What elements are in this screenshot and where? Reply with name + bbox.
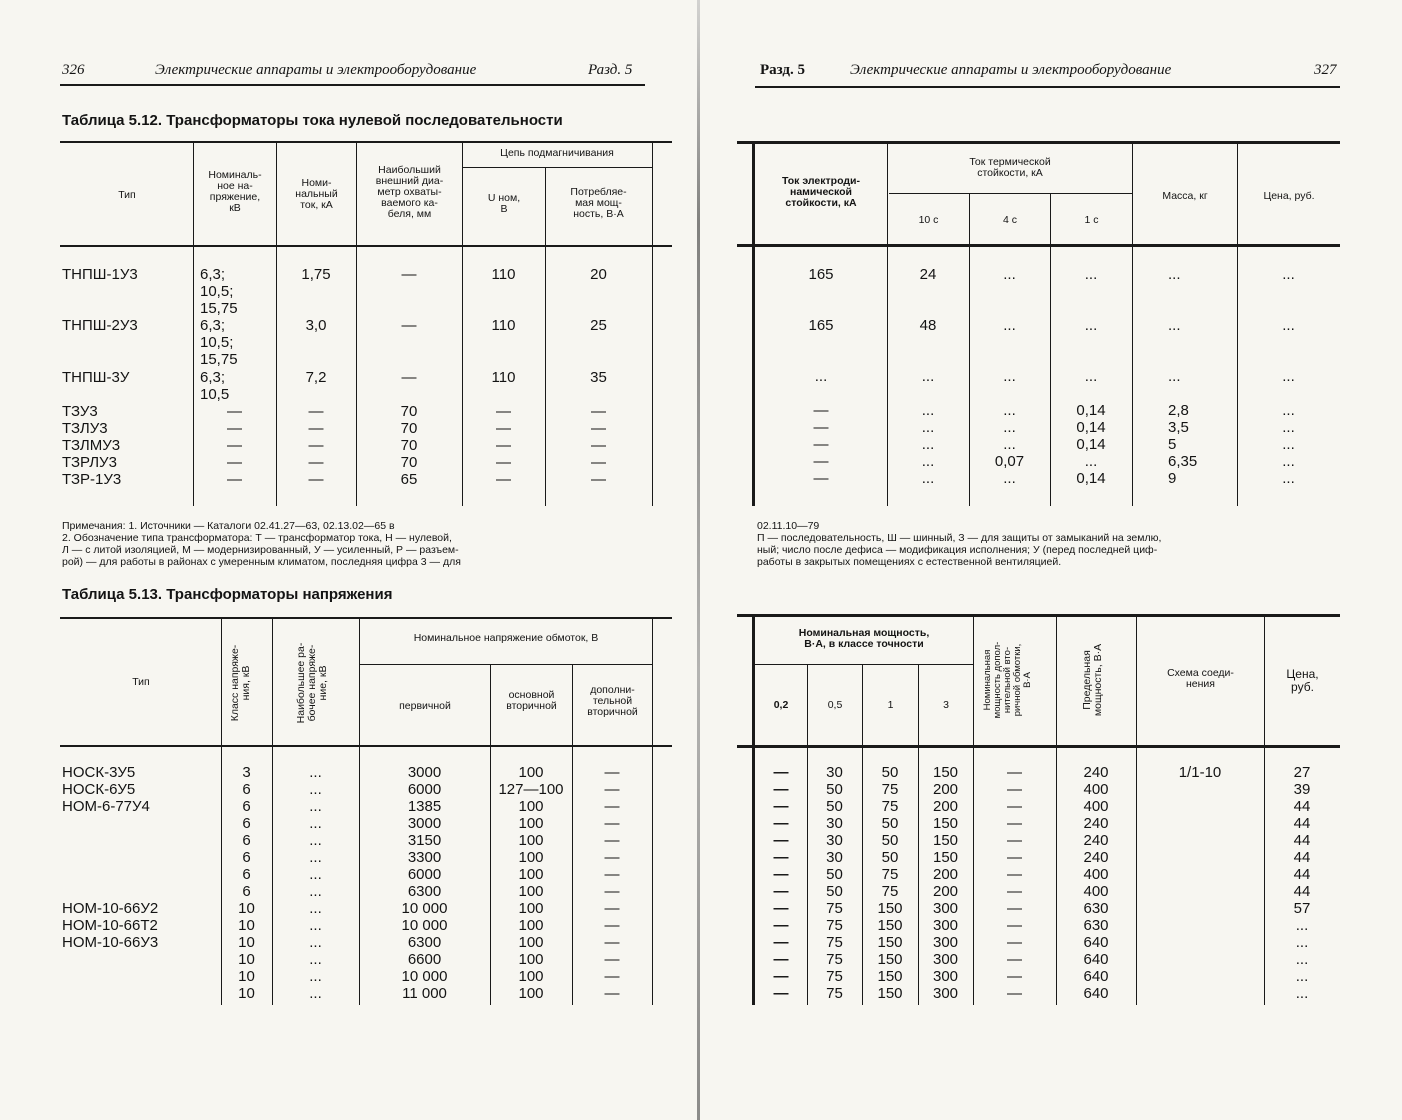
row-voltage: 6,3; 10,5; 15,75 <box>200 266 238 317</box>
header-price: Цена, руб. <box>1286 667 1319 694</box>
table-513-caption: Таблица 5.13. Трансформаторы напряжения <box>62 586 393 603</box>
column-divider <box>652 617 653 1005</box>
row-power: — <box>591 437 606 454</box>
row-type: ТЗЛУ3 <box>62 420 108 437</box>
header-class-3: 3 <box>943 699 949 711</box>
row-power: — <box>591 454 606 471</box>
header-primary: первичной <box>399 700 451 712</box>
column-4s: ... ... ... ... ... ... 0,07 ... <box>994 266 1025 487</box>
row-unom: 110 <box>491 317 516 334</box>
row-diameter: 70 <box>400 454 418 471</box>
column-primary: 3000 6000 1385 3000 3150 3300 6000 6300 10 000 10 000 6300 6600 10 000 11 000 <box>401 764 448 1002</box>
table-rule <box>360 664 652 665</box>
header-max-voltage: Наибольшее ра- бочее напряже- ние, кВ <box>295 642 329 724</box>
row-current: — <box>308 420 324 437</box>
book-gutter <box>697 0 700 1120</box>
header-current: Номи- нальный ток, кА <box>295 177 338 211</box>
table-rule <box>60 745 672 747</box>
column-voltage-class: 3 6 6 6 6 6 6 6 10 10 10 10 10 10 <box>238 764 255 1002</box>
row-current: 7,2 <box>305 369 327 386</box>
header-max-power: Предельная мощность, В·А <box>1081 643 1104 717</box>
row-type: ТЗУ3 <box>62 403 98 420</box>
row-power: 35 <box>590 369 607 386</box>
header-scheme: Схема соеди- нения <box>1167 667 1234 690</box>
page-number-right: 327 <box>1314 62 1337 78</box>
row-current: — <box>308 471 324 488</box>
column-10s: 24 48 ... ... ... ... ... ... <box>919 266 937 487</box>
column-class-02: — — — — — — — — — — — — — — <box>773 764 789 1002</box>
row-diameter: 70 <box>400 403 418 420</box>
column-extra-secondary: — — — — — — — — — — — — — — <box>604 764 620 1002</box>
table-512-caption: Таблица 5.12. Трансформаторы тока нулевой последовательности <box>62 112 563 129</box>
header-rule-left <box>60 84 645 86</box>
header-4s: 4 с <box>1002 214 1017 226</box>
row-current: — <box>308 403 324 420</box>
row-diameter: — <box>401 266 417 283</box>
section-left: Разд. 5 <box>588 62 633 78</box>
row-unom: 110 <box>491 369 516 386</box>
row-power: 20 <box>590 266 607 283</box>
table-rule <box>889 193 1132 194</box>
row-current: — <box>308 454 324 471</box>
column-main-secondary: 100 127—100 100 100 100 100 100 100 100 100 100 100 100 100 <box>498 764 564 1002</box>
row-unom: — <box>496 471 511 488</box>
row-unom: — <box>496 420 511 437</box>
running-title-right: Электрические аппараты и электрооборудование <box>850 62 1172 78</box>
header-power-class: Номинальная мощность, В·А, в классе точности <box>798 627 930 650</box>
column-extra-power: — — — — — — — — — — — — — — <box>1007 764 1022 1002</box>
column-dyn-current: 165 165 ... — — — — — <box>808 266 834 487</box>
row-type: ТНПШ-1У3 <box>62 266 138 283</box>
row-power: — <box>591 403 606 420</box>
header-therm-current: Ток термической стойкости, кА <box>969 156 1051 179</box>
header-extra-power: Номинальная мощность допол- нительной вто- ричной обмотки, В·А <box>982 641 1033 719</box>
row-power: 25 <box>590 317 607 334</box>
header-mass: Масса, кг <box>1162 190 1208 202</box>
running-title-left: Электрические аппараты и электрооборудование <box>155 62 477 78</box>
table-rule <box>737 614 1340 617</box>
header-1s: 1 с <box>1084 214 1099 226</box>
header-price: Цена, руб. <box>1263 190 1315 202</box>
row-diameter: 65 <box>400 471 418 488</box>
row-type: ТНПШ-2У3 <box>62 317 138 334</box>
table-rule <box>737 745 1340 748</box>
header-type: Тип <box>132 676 150 688</box>
header-main-secondary: основной вторичной <box>506 689 557 712</box>
column-scheme: 1/1-10 <box>1178 764 1222 781</box>
row-voltage: 6,3; 10,5 <box>200 369 230 403</box>
row-power: — <box>591 420 606 437</box>
column-types: НОСК-3У5 НОСК-6У5 НОМ-6-77У4 НОМ-10-66У2 НОМ-10-66Т2 НОМ-10-66У3 <box>62 764 159 951</box>
row-unom: — <box>496 454 511 471</box>
row-power: — <box>591 471 606 488</box>
row-type: ТЗР-1У3 <box>62 471 122 488</box>
row-current: 1,75 <box>301 266 331 283</box>
row-voltage: — <box>227 437 242 454</box>
row-diameter: — <box>401 369 417 386</box>
row-type: ТЗЛМУ3 <box>62 437 121 454</box>
row-current: 3,0 <box>305 317 327 334</box>
table-rule <box>462 167 652 168</box>
row-type: ТНПШ-3У <box>62 369 130 386</box>
row-unom: — <box>496 403 511 420</box>
table-rule <box>60 245 672 247</box>
column-max-power: 240 400 400 240 240 240 400 400 630 630 640 640 640 640 <box>1083 764 1109 1002</box>
row-diameter: 70 <box>400 420 418 437</box>
column-divider <box>652 141 653 506</box>
header-voltage-class: Класс напряже- ния, кВ <box>229 644 252 722</box>
column-price: 27 39 44 44 44 44 44 44 57 ... ... ... ... ... <box>1293 764 1311 1002</box>
table-rule <box>60 141 672 143</box>
header-unom: U ном, В <box>487 192 521 215</box>
row-voltage: — <box>227 471 242 488</box>
header-class-05: 0,5 <box>827 699 843 711</box>
row-voltage: — <box>227 420 242 437</box>
section-right: Разд. 5 <box>760 62 806 78</box>
column-class-1: 50 75 75 50 50 50 75 75 150 150 150 150 150 150 <box>877 764 903 1002</box>
row-voltage: 6,3; 10,5; 15,75 <box>200 317 238 368</box>
header-class-1: 1 <box>887 699 894 711</box>
header-type: Тип <box>118 189 136 201</box>
table-rule <box>60 617 672 619</box>
header-class-02: 0,2 <box>773 699 789 711</box>
table-512-notes-cont: 02.11.10—79 П — последовательность, Ш — шинный, З — для защиты от замыканий на землю, ный; число после дефиса — модификация исполнения; У (перед последней циф- работы в закрытых помещениях с естественной вентиляцией. <box>757 520 1162 568</box>
row-diameter: — <box>401 317 417 334</box>
table-512-notes: Примечания: 1. Источники — Каталоги 02.41.27—63, 02.13.02—65 в 2. Обозначение типа трансформатора: Т — трансформатор тока, Н — нулевой, Л — с литой изоляцией, М — модернизированный, У — усиленный, Р — разъем- рой) — для работы в районах с умеренным климатом, последняя цифра 3 — для <box>62 520 461 568</box>
table-rule <box>737 141 1340 144</box>
row-diameter: 70 <box>400 437 418 454</box>
column-1s: ... ... ... 0,14 0,14 0,14 ... 0,14 <box>1076 266 1106 487</box>
row-voltage: — <box>227 403 242 420</box>
column-max-voltage: ... ... ... ... ... ... ... ... ... ... ... ... ... ... <box>309 764 322 1002</box>
header-power: Потребляе- мая мощ- ность, В·А <box>570 186 627 220</box>
row-voltage: — <box>227 454 242 471</box>
column-mass: ... ... ... 2,8 3,5 5 6,35 9 <box>1168 266 1198 487</box>
page-number-left: 326 <box>62 62 85 78</box>
header-extra-secondary: дополни- тельной вторичной <box>587 684 638 718</box>
header-dyn-current: Ток электроди- намической стойкости, кА <box>782 175 860 209</box>
row-unom: 110 <box>491 266 516 283</box>
header-voltage: Номиналь- ное на- пряжение, кВ <box>208 169 262 214</box>
column-price: ... ... ... ... ... ... ... ... <box>1282 266 1295 487</box>
header-10s: 10 с <box>918 214 939 226</box>
row-type: ТЗРЛУ3 <box>62 454 117 471</box>
row-unom: — <box>496 437 511 454</box>
header-rated-voltage: Номинальное напряжение обмоток, В <box>413 632 599 644</box>
table-rule <box>737 244 1340 247</box>
header-bias-circuit: Цепь подмагничивания <box>500 147 614 159</box>
column-class-05: 30 50 50 30 30 30 50 50 75 75 75 75 75 75 <box>826 764 843 1002</box>
header-diameter: Наибольший внешний диа- метр охваты- ваемого ка- беля, мм <box>375 164 444 220</box>
header-rule-right <box>755 86 1340 88</box>
column-class-3: 150 200 200 150 150 150 200 200 300 300 300 300 300 300 <box>932 764 959 1002</box>
row-current: — <box>308 437 324 454</box>
